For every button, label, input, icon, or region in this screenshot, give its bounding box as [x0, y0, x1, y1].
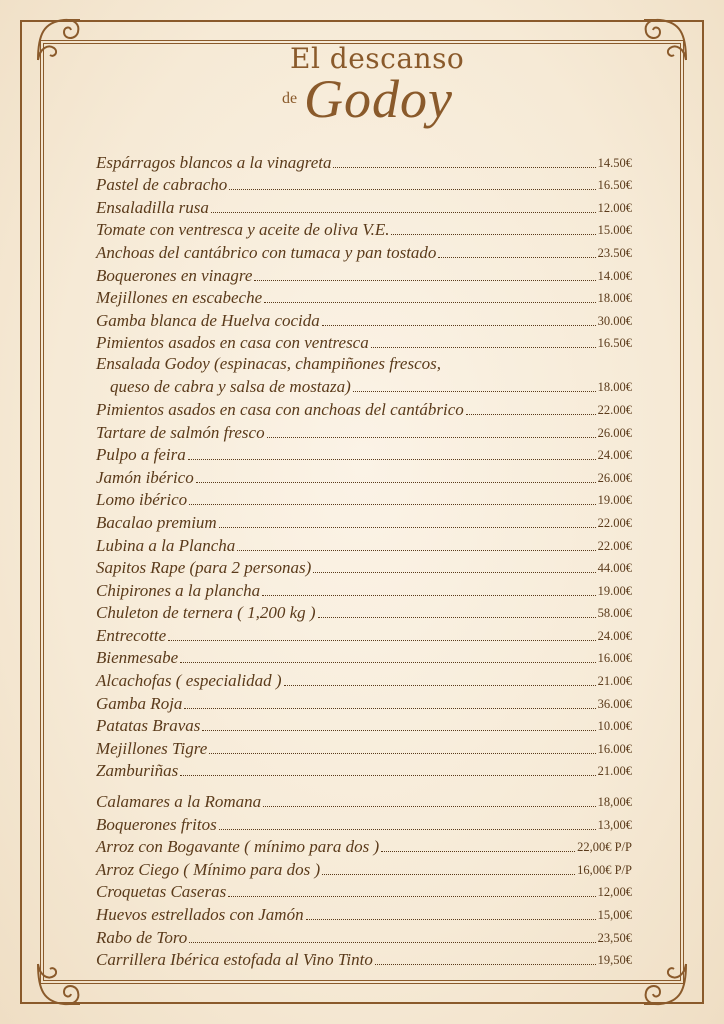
- menu-item-name: Pimientos asados en casa con ventresca: [96, 333, 369, 353]
- menu-item-name: Boquerones fritos: [96, 814, 217, 834]
- leader-dots: [318, 617, 596, 618]
- menu-item-price: 26.00€: [597, 470, 632, 485]
- leader-dots: [262, 595, 595, 596]
- menu-item-name: Pimientos asados en casa con anchoas del cantábrico: [96, 399, 464, 419]
- section-gap: [96, 781, 632, 789]
- leader-dots: [466, 414, 596, 415]
- menu-item-name: Mejillones Tigre: [96, 738, 208, 758]
- menu-item: [96, 759, 632, 782]
- leader-dots: [333, 167, 595, 168]
- menu-item-name: Pulpo a feira: [96, 445, 186, 465]
- menu-item: [96, 150, 632, 173]
- menu-item-name: Croquetas Caseras: [96, 882, 227, 902]
- menu-item: [96, 263, 632, 286]
- menu-item: [96, 714, 632, 737]
- menu-item: [96, 533, 632, 556]
- menu-item: [96, 925, 632, 948]
- leader-dots: [180, 662, 595, 663]
- menu-item-price: 22.00€: [597, 515, 632, 530]
- menu-item-price: 18,00€: [597, 795, 632, 810]
- menu-item-godoy-salad: [96, 353, 632, 397]
- menu-item: [96, 668, 632, 691]
- menu-item: [96, 736, 632, 759]
- menu-item: [96, 331, 632, 354]
- menu-item-name: Huevos estrellados con Jamón: [96, 905, 304, 924]
- menu-item-price: 19.00€: [597, 493, 632, 508]
- leader-dots: [209, 753, 595, 754]
- menu-item-price: 26.00€: [597, 425, 632, 440]
- menu-item-name: Arroz con Bogavante ( mínimo para dos ): [96, 837, 380, 857]
- corner-ornament-icon: [640, 14, 690, 64]
- menu-item-price: 16.50€: [597, 336, 632, 351]
- leader-dots: [168, 640, 595, 641]
- menu-item: [96, 556, 632, 579]
- logo-title-line1: El descanso: [290, 42, 465, 75]
- leader-dots: [371, 347, 596, 348]
- menu-item-name: Bienmesabe: [96, 648, 179, 668]
- menu-item: [96, 646, 632, 669]
- menu-item-name: Lubina a la Plancha: [96, 535, 236, 555]
- corner-ornament-icon: [34, 14, 84, 64]
- menu-item-price: 13,00€: [597, 817, 632, 832]
- menu-item-name: Tartare de salmón fresco: [96, 422, 265, 442]
- menu-item-name: Entrecotte: [96, 625, 167, 645]
- menu-item-name: Mejillones en escabeche: [96, 288, 263, 308]
- leader-dots: [219, 829, 596, 830]
- leader-dots: [180, 775, 595, 776]
- menu-item-price: 22.00€: [597, 402, 632, 417]
- corner-ornament-icon: [34, 960, 84, 1010]
- menu-item: [96, 902, 632, 925]
- leader-dots: [438, 257, 595, 258]
- leader-dots: [375, 964, 596, 965]
- menu-item-price: 21.00€: [597, 674, 632, 689]
- leader-dots: [188, 459, 596, 460]
- menu-item-price: 22,00€ P/P: [577, 840, 632, 855]
- menu-item: [96, 510, 632, 533]
- leader-dots: [322, 325, 596, 326]
- menu-item-price: 36.00€: [597, 696, 632, 711]
- menu-item-price: 14.50€: [597, 155, 632, 170]
- leader-dots: [306, 919, 596, 920]
- menu-list: [96, 150, 632, 970]
- menu-item: [96, 578, 632, 601]
- menu-item: [96, 880, 632, 903]
- menu-item: [96, 948, 632, 971]
- menu-item: [96, 812, 632, 835]
- menu-item-price: 16.00€: [597, 651, 632, 666]
- menu-item-price: 19.00€: [597, 583, 632, 598]
- menu-item-price: 19,50€: [597, 953, 632, 968]
- menu-item-price: 16,00€ P/P: [577, 862, 632, 877]
- leader-dots: [189, 942, 595, 943]
- menu-item-price: 12,00€: [597, 885, 632, 900]
- menu-item-price: 24.00€: [597, 628, 632, 643]
- menu-item-name: Ensalada Godoy (espinacas, champiñones frescos,: [96, 354, 441, 374]
- menu-item-name: Chipirones a la plancha: [96, 580, 261, 600]
- menu-item: [96, 173, 632, 196]
- menu-item-name: Arroz Ciego ( Mínimo para dos ): [96, 859, 321, 879]
- menu-item-name: Sapitos Rape (para 2 personas): [96, 558, 312, 578]
- menu-item-price: 18.00€: [597, 291, 632, 306]
- logo-title-de: de: [282, 90, 298, 107]
- leader-dots: [322, 874, 575, 875]
- menu-item: [96, 488, 632, 511]
- menu-item-name: Calamares a la Romana: [96, 792, 262, 812]
- menu-item-price: 16.50€: [597, 178, 632, 193]
- menu-item: [96, 240, 632, 263]
- menu-item-price: 58.00€: [597, 606, 632, 621]
- leader-dots: [228, 896, 595, 897]
- menu-item-price: 24.00€: [597, 448, 632, 463]
- leader-dots: [263, 806, 596, 807]
- menu-item-name: Tomate con ventresca y aceite de oliva V.E.: [96, 220, 390, 240]
- menu-item: [96, 443, 632, 466]
- menu-item-name: Anchoas del cantábrico con tumaca y pan tostado: [96, 242, 437, 262]
- menu-item-name: Zamburiñas: [96, 761, 179, 781]
- menu-item-name: Rabo de Toro: [96, 927, 188, 947]
- leader-dots: [229, 189, 595, 190]
- menu-item-name: Pastel de cabracho: [96, 175, 228, 195]
- menu-item: [96, 218, 632, 241]
- leader-dots: [254, 280, 595, 281]
- menu-item-name: Lomo ibérico: [96, 490, 188, 510]
- menu-item-name: Bacalao premium: [96, 512, 217, 532]
- menu-item-name: Gamba blanca de Huelva cocida: [96, 310, 320, 330]
- menu-item: [96, 465, 632, 488]
- menu-item-name: Espárragos blancos a la vinagreta: [96, 152, 332, 172]
- leader-dots: [391, 234, 595, 235]
- menu-item-price: 21.00€: [597, 764, 632, 779]
- menu-item: [96, 857, 632, 880]
- corner-ornament-icon: [640, 960, 690, 1010]
- menu-item-name: Boquerones en vinagre: [96, 265, 253, 285]
- leader-dots: [184, 708, 595, 709]
- menu-item: [96, 835, 632, 858]
- leader-dots: [264, 302, 595, 303]
- leader-dots: [219, 527, 596, 528]
- menu-item-price: 30.00€: [597, 313, 632, 328]
- menu-item-name: Chuleton de ternera ( 1,200 kg ): [96, 603, 316, 623]
- menu-item-name: Patatas Bravas: [96, 716, 201, 736]
- menu-item: [96, 397, 632, 420]
- menu-item-price: 18.00€: [597, 380, 632, 395]
- menu-item-name: queso de cabra y salsa de mostaza): [110, 377, 351, 397]
- menu-item-price: 15.00€: [597, 223, 632, 238]
- leader-dots: [313, 572, 595, 573]
- menu-item: [96, 601, 632, 624]
- menu-item-price: 12.00€: [597, 200, 632, 215]
- menu-item-name: Gamba Roja: [96, 693, 183, 713]
- leader-dots: [202, 730, 595, 731]
- menu-item-price: 16.00€: [597, 741, 632, 756]
- leader-dots: [211, 212, 596, 213]
- logo-title-script: Godoy: [304, 69, 453, 129]
- leader-dots: [189, 504, 595, 505]
- leader-dots: [237, 550, 595, 551]
- menu-item: [96, 623, 632, 646]
- menu-item-price: 23.50€: [597, 245, 632, 260]
- leader-dots: [284, 685, 596, 686]
- leader-dots: [381, 851, 575, 852]
- menu-item-price: 22.00€: [597, 538, 632, 553]
- menu-item-price: 15,00€: [597, 908, 632, 922]
- leader-dots: [353, 391, 596, 392]
- menu-item: [96, 691, 632, 714]
- menu-item-name: Jamón ibérico: [96, 467, 194, 487]
- restaurant-logo: [280, 42, 480, 142]
- menu-item: [96, 789, 632, 812]
- menu-item: [96, 308, 632, 331]
- menu-item-price: 14.00€: [597, 268, 632, 283]
- menu-item-price: 44.00€: [597, 561, 632, 576]
- menu-item-price: 10.00€: [597, 719, 632, 734]
- menu-item: [96, 286, 632, 309]
- menu-item: [96, 195, 632, 218]
- menu-item: [96, 420, 632, 443]
- leader-dots: [196, 482, 596, 483]
- menu-item-name: Ensaladilla rusa: [96, 197, 209, 217]
- menu-item-name: Carrillera Ibérica estofada al Vino Tinto: [96, 950, 373, 970]
- menu-item-name: Alcachofas ( especialidad ): [96, 671, 282, 691]
- leader-dots: [267, 437, 596, 438]
- menu-item-price: 23,50€: [597, 930, 632, 945]
